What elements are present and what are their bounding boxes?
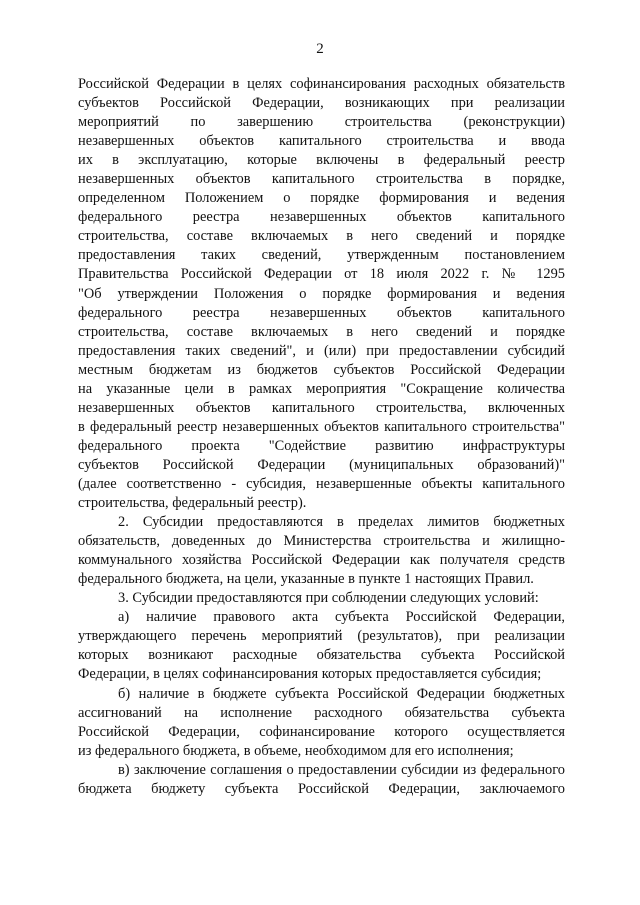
text-line: Федерации, в целях софинансирования которых предоставляется субсидия; xyxy=(78,666,542,683)
text-line: незавершенных объектов капитального строительства, включенных xyxy=(78,399,565,416)
text-line: бюджета бюджету субъекта Российской Федерации, заключаемого xyxy=(78,780,565,797)
text-line: "Об утверждении Положения о порядке формирования и ведения xyxy=(78,285,565,302)
document-body xyxy=(78,75,565,799)
page-number: 2 xyxy=(316,41,324,57)
text-line: (далее соответственно - субсидия, незавершенные объекты капитального xyxy=(78,475,565,492)
text-line: предоставления таких сведений, утвержденным постановлением xyxy=(78,247,565,264)
text-line: коммунального хозяйства Российской Федерации как получателя средств xyxy=(78,552,565,569)
text-line: федерального реестра незавершенных объектов капитального xyxy=(78,304,565,321)
text-line: в) заключение соглашения о предоставлении субсидии из федерального xyxy=(118,761,565,778)
text-line: Российской Федерации, софинансирование которого осуществляется xyxy=(78,723,565,740)
text-line: на указанные цели в рамках мероприятия "Сокращение количества xyxy=(78,380,565,397)
text-line: обязательств, доведенных до Министерства строительства и жилищно- xyxy=(78,533,565,550)
text-line: в федеральный реестр незавершенных объектов капитального строительства" xyxy=(78,418,565,435)
text-line: местным бюджетам из бюджетов субъектов Российской Федерации xyxy=(78,361,565,378)
text-line: федерального бюджета, на цели, указанные в пункте 1 настоящих Правил. xyxy=(78,571,534,588)
text-line: утверждающего перечень мероприятий (результатов), при реализации xyxy=(78,628,565,645)
text-line: которых возникают расходные обязательства субъекта Российской xyxy=(78,647,565,664)
text-line: предоставления таких сведений", и (или) при предоставлении субсидий xyxy=(78,342,565,359)
text-line: б) наличие в бюджете субъекта Российской Федерации бюджетных xyxy=(118,685,565,702)
text-line: федерального проекта "Содействие развитию инфраструктуры xyxy=(78,437,565,454)
text-line: а) наличие правового акта субъекта Российской Федерации, xyxy=(118,609,565,626)
text-line: субъектов Российской Федерации, возникающих при реализации xyxy=(78,95,565,112)
text-line: федерального реестра незавершенных объектов капитального xyxy=(78,209,565,226)
text-line: строительства, составе включаемых в него сведений и порядке xyxy=(78,323,565,340)
text-line: строительства, составе включаемых в него сведений и порядке xyxy=(78,228,565,245)
text-line: мероприятий по завершению строительства (реконструкции) xyxy=(78,114,565,131)
text-line: незавершенных объектов капитального строительства в порядке, xyxy=(78,171,565,188)
text-line: незавершенных объектов капитального строительства и ввода xyxy=(78,133,565,150)
text-line: их в эксплуатацию, которые включены в федеральный реестр xyxy=(78,152,565,169)
text-line: Правительства Российской Федерации от 18 июля 2022 г. № 1295 xyxy=(78,266,565,283)
text-line: 2. Субсидии предоставляются в пределах лимитов бюджетных xyxy=(118,514,565,531)
text-line: из федерального бюджета, в объеме, необходимом для его исполнения; xyxy=(78,742,514,759)
text-line: ассигнований на исполнение расходного обязательства субъекта xyxy=(78,704,565,721)
text-line: 3. Субсидии предоставляются при соблюдении следующих условий: xyxy=(118,590,539,607)
text-line: строительства, федеральный реестр). xyxy=(78,495,307,512)
text-line: Российской Федерации в целях софинансирования расходных обязательств xyxy=(78,76,565,92)
text-line: субъектов Российской Федерации (муниципальных образований)" xyxy=(78,456,565,473)
text-line: определенном Положением о порядке формирования и ведения xyxy=(78,190,565,207)
